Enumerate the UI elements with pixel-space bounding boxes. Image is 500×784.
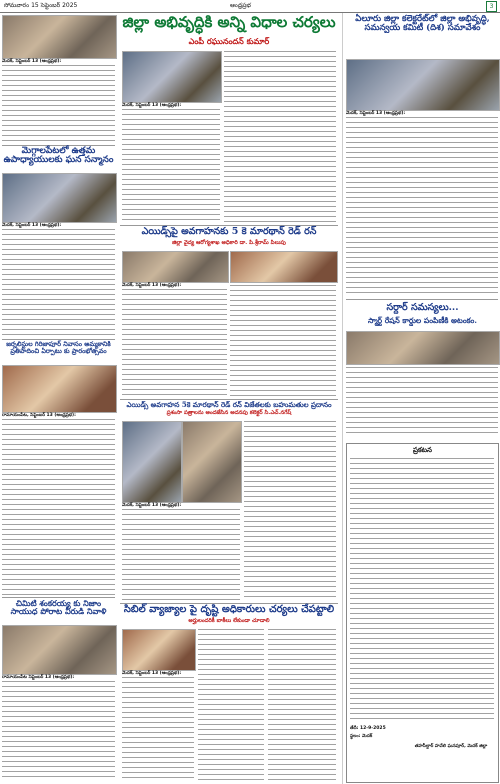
main-subheadline: ఎంపీ రఘునందన్ కుమార్ [188, 36, 270, 46]
article-body [230, 285, 336, 397]
article-body [346, 367, 498, 437]
notice-place: స్థలం: మెదక్ [350, 734, 373, 739]
photo-tribute [2, 625, 117, 675]
article-body [122, 509, 240, 601]
photo-run-1 [122, 251, 229, 283]
photo-prize-1 [122, 421, 182, 503]
page-header [0, 0, 500, 13]
issue-date: సోమవారం 15 సెప్టెంబర్ 2025 [4, 2, 78, 9]
headline-prizes: ఎయిడ్స్ అవగాహన 5కె మారథాన్ రెడ్ రన్ విజేతలకు బహుమతుల ప్రదానం [126, 400, 332, 409]
photo-inauguration [2, 365, 117, 413]
photo-officials [122, 629, 196, 671]
main-headline: జిల్లా అభివృద్ధికి అన్ని విధాల చర్యలు [122, 13, 336, 31]
headline-journalists: జర్నలిస్టుల గిరిజాపూర్ నివాసం అమ్మకానికి ప్రతిపాదించి ఏర్పాటు కు ప్రారంభోత్సవం [6, 340, 111, 355]
dateline: మెదక్, సెప్టెంబర్ 13 (ఆంధ్రప్రభ): [122, 671, 182, 676]
article-body [244, 421, 336, 601]
notice-title: ప్రకటన [413, 445, 432, 454]
article-body [122, 677, 194, 781]
dateline: రామాయంపేట, సెప్టెంబర్ 13 (ఆంధ్రప్రభ): [2, 413, 76, 418]
notice-signature: తహసీల్దార్ హవేలి ఘనపూర్, మెదక్ జిల్లా [414, 744, 488, 749]
photo-meeting [2, 15, 117, 59]
headline-teachers: మెగ్గాలపేటలో ఉత్తమ ఉపాధ్యాయులకు ఘన సన్మానం [3, 146, 114, 166]
article-body [2, 681, 115, 781]
article-body [122, 109, 220, 223]
headline-disha: ఏలూరు జిల్లా కలెక్టరేట్‌లో జిల్లా అభివృద్ధి, సమన్వయ కమిటీ (దిశ) సమావేశం [355, 14, 490, 33]
subheadline-prizes: ప్రశంసా పత్రాలను అందజేసిన అదనపు కలెక్టర్ సి.ఎచ్.నగేష్ [166, 410, 292, 416]
headline-ration: స్మార్ట్ రేషన్ కార్డుల పంపిణీకి అటంకం. [368, 316, 477, 325]
article-body [2, 65, 115, 143]
article-body [224, 51, 336, 223]
photo-ration [346, 331, 500, 365]
dateline: మెదక్, సెప్టెంబర్ 13 (ఆంధ్రప్రభ): [122, 283, 182, 288]
article-body [2, 419, 115, 595]
photo-felicitation [2, 173, 117, 223]
column-left [0, 13, 117, 784]
photo-disha-meeting [346, 59, 500, 111]
article-body [122, 289, 227, 397]
photo-mp-event [122, 51, 222, 103]
headline-sardar: సర్దార్ సమస్యలు... [386, 302, 459, 313]
notice-body [350, 458, 494, 720]
headline-tribute: చిమిటి శంకరయ్య కు నిజాం సాయుధ పోరాట వీరుడి నివాళి [10, 598, 107, 617]
dateline: మెదక్, సెప్టెంబర్ 13 (ఆంధ్రప్రభ): [122, 503, 182, 508]
dateline: రామాయంపేట సెప్టెంబర్ 13 (ఆంధ్రప్రభ): [2, 675, 75, 680]
article-body [268, 629, 336, 781]
photo-run-2 [230, 251, 338, 283]
notice-date: తేదీ: 12-9-2025 [350, 726, 386, 731]
page-number: 3 [486, 1, 497, 12]
headline-red-run: ఎయిడ్స్‌పై అవగాహనకు 5 కె మారథాన్ రెడ్ రన్ [141, 226, 317, 237]
article-body [346, 117, 498, 297]
article-body [2, 229, 115, 337]
article-body [198, 629, 264, 781]
paper-name: ఆంధ్రప్రభ [230, 2, 251, 9]
photo-prize-2 [182, 421, 242, 503]
headline-civil: సిబిల్ వ్యాజ్యాల పై దృష్టి అధికారులు చర్యలు చేపట్టాలి [123, 604, 335, 615]
subheadline-red-run: జిల్లా వైద్య ఆరోగ్యశాఖ అధికారి డా. పి.శ్రీరామ్ పిలుపు [172, 240, 286, 246]
dateline: మెదక్, సెప్టెంబర్ 13 (ఆంధ్రప్రభ): [2, 223, 62, 228]
dateline: మెదక్, సెప్టెంబర్ 13 (ఆంధ్రప్రభ): [346, 111, 406, 116]
dateline: మెదక్, సెప్టెంబర్ 13 (ఆంధ్రప్రభ): [122, 103, 182, 108]
column-center [120, 13, 338, 784]
dateline: మెదక్, సెప్టెంబర్ 13 (ఆంధ్రప్రభ): [2, 59, 62, 64]
public-notice-box [346, 443, 499, 783]
column-right [342, 13, 500, 784]
subheadline-civil: అర్హులందరికీ బాకీలు లేకుండా చూడాలి [188, 618, 270, 624]
